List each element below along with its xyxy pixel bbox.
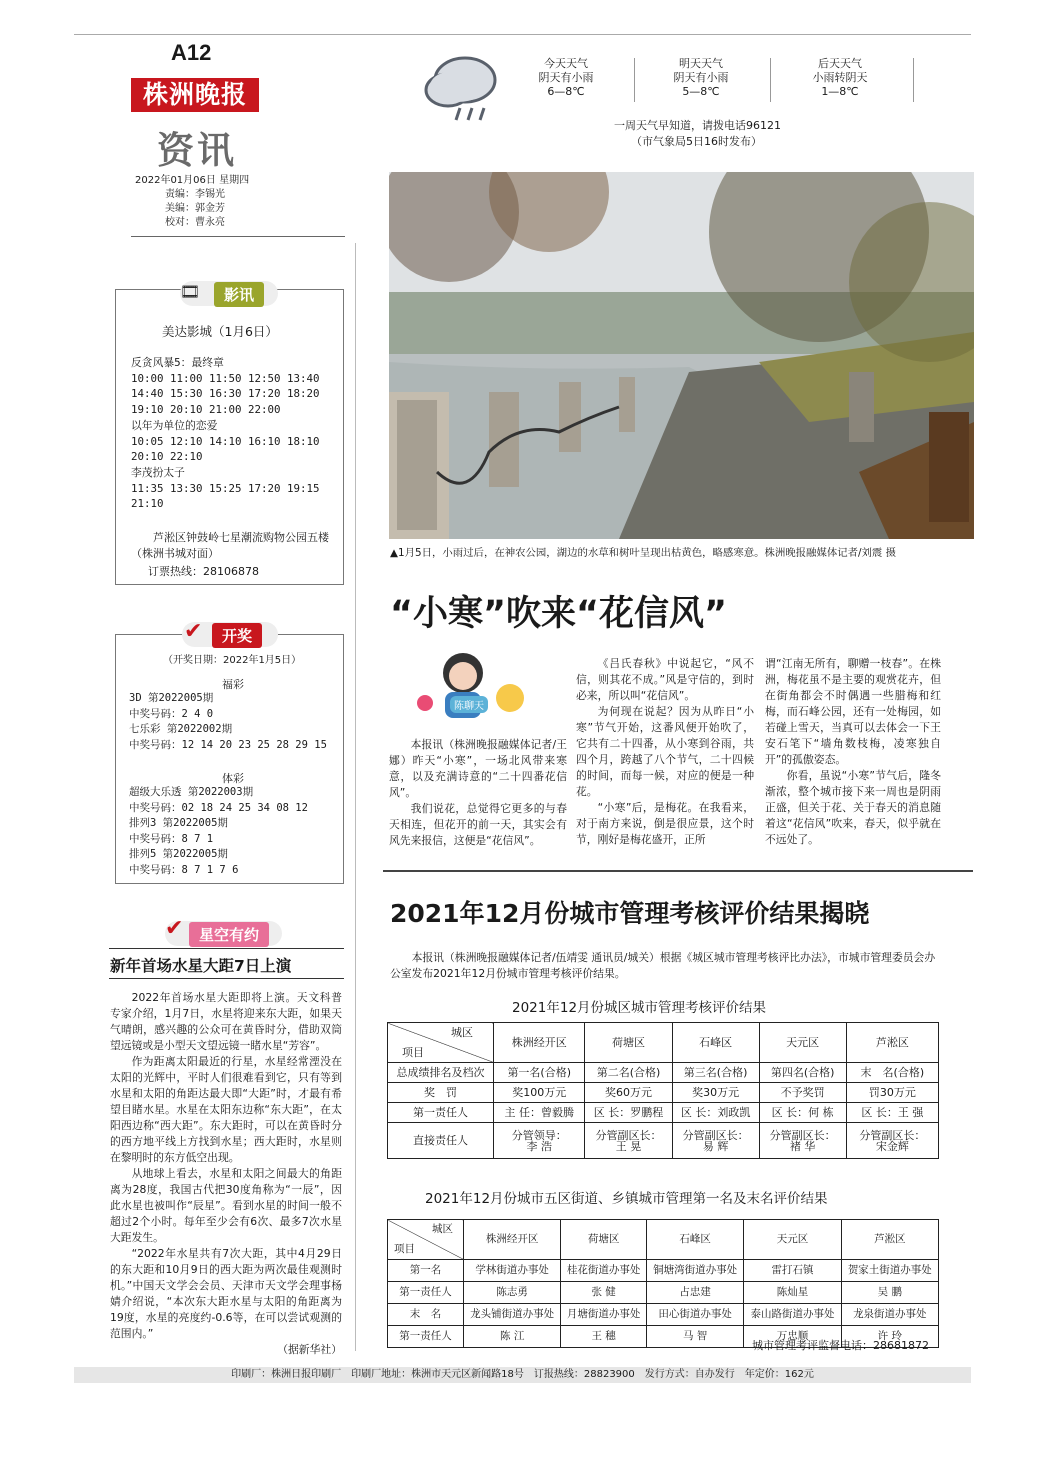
cell: 分管副区长：宋金辉: [846, 1123, 938, 1159]
cell: 主 任：曾毅腾: [494, 1103, 585, 1123]
cell: 分管副区长：王 晃: [585, 1123, 672, 1159]
weather-temp: 1—8℃: [821, 85, 859, 98]
col-header: 石峰区: [672, 1023, 759, 1063]
meta-editor: 责编：李锡光: [165, 189, 225, 200]
cell: 吴 鹏: [841, 1282, 938, 1304]
col-header: 天元区: [759, 1023, 846, 1063]
cinema-name: 美达影城（1月6日）: [162, 324, 278, 339]
photo-caption: ▲1月5日，小雨过后，在神农公园，湖边的水草和树叶呈现出枯黄色，略感寒意。株洲晚报融媒体记者/刘震 摄: [390, 547, 896, 559]
paragraph: 从地球上看去，水星和太阳之间最大的角距离为28度，我国古代把30度角称为“一辰”，因此水星也被叫作“辰星”。看到水星的时间一般不超过2个小时。每年至少会有6次、最多7次水星大距发生。: [110, 1167, 342, 1244]
col-header: 天元区: [744, 1220, 841, 1260]
cell: 分管领导：李 浩: [494, 1123, 585, 1159]
article-col-3: [765, 656, 941, 848]
star-tag: 星空有约: [189, 922, 269, 947]
cell: 田心街道办事处: [646, 1304, 743, 1326]
corner-top: 城区: [432, 1223, 453, 1235]
paragraph: 2022年首场水星大距即将上演。天文科普专家介绍，1月7日，水星将迎来东大距，如果天气晴朗，感兴趣的公众可在黄昏时分，借助双筒望远镜或是小型天文望远镜一睹水星“芳容”。: [110, 991, 342, 1052]
cell: 万忠顺: [744, 1326, 841, 1348]
cell: 雷打石镇: [744, 1260, 841, 1282]
ticai-title: 体彩: [222, 772, 244, 785]
cell: 末 名(合格): [846, 1063, 938, 1083]
city-intro: 本报讯（株洲晚报融媒体记者/伍靖雯 通讯员/城关）根据《城区城市管理考核评比办法》，市城市管理委员会办公室发布2021年12月份城市管理考核评价结果。: [390, 951, 936, 980]
cell: 第一名(合格): [494, 1063, 585, 1083]
cell: 铜塘湾街道办事处: [646, 1260, 743, 1282]
paragraph: 为何现在说起？因为从昨日“小寒”节气开始，这番风便开始吹了，它共有二十四番，从小寒到谷雨，共四个月，跨越了八个节气，二十四候的时间，而每一候，对应的便是一种花。: [576, 705, 754, 798]
movie-tag: 影讯: [214, 282, 264, 307]
table2-title: 2021年12月份城市五区街道、乡镇城市管理第一名及末名评价结果: [425, 1191, 828, 1207]
page-meta: [135, 174, 249, 230]
fucai-title: 福彩: [222, 678, 244, 691]
masthead-logo: 株洲晚报: [131, 78, 259, 112]
city-hotline: 城市管理考评监督电话：28681872: [752, 1339, 929, 1352]
ticai-results: 超级大乐透 第2022003期 中奖号码：02 18 24 25 34 08 12 排列3 第2022005期 中奖号码：8 7 1 排列5 第2022005期 中奖号码：8 7 1 7 6: [129, 786, 308, 876]
weather-label: 今天天气: [544, 57, 588, 70]
cell: 分管副区长：褚 华: [759, 1123, 846, 1159]
corner-top: 城区: [451, 1026, 473, 1039]
meta-proofreader: 校对：曹永亮: [165, 217, 225, 228]
cell: 奖30万元: [672, 1083, 759, 1103]
table-corner: [388, 1220, 464, 1260]
cell: 第三名(合格): [672, 1063, 759, 1083]
table-row: [388, 1260, 939, 1282]
cell: 奖100万元: [494, 1083, 585, 1103]
cell: 马 智: [646, 1326, 743, 1348]
lottery-date: （开奖日期：2022年1月5日）: [163, 655, 302, 666]
cell: 奖60万元: [585, 1083, 672, 1103]
page-number: A12: [171, 40, 212, 65]
cell: 龙泉街道办事处: [841, 1304, 938, 1326]
weather-today: [511, 57, 621, 99]
page-footer: 印刷厂：株洲日报印刷厂 印刷厂地址：株洲市天元区新闻路18号 订报热线：28823900 发行方式：自办发行 年定价：162元: [74, 1367, 971, 1383]
table1-title: 2021年12月份城区城市管理考核评价结果: [512, 1000, 767, 1016]
article-col-2: [576, 656, 754, 848]
row-label: 第一责任人: [388, 1282, 464, 1304]
paragraph: 我们说花，总觉得它更多的与春天相连，但花开的前一天，其实会有风先来报信，这便是“花信风”。: [389, 802, 567, 847]
table-row: [388, 1282, 939, 1304]
col-header: 芦淞区: [846, 1023, 938, 1063]
meta-date: 2022年01月06日 星期四: [135, 175, 250, 186]
cell: 分管副区长：易 辉: [672, 1123, 759, 1159]
cell: 陈灿星: [744, 1282, 841, 1304]
checkmark-icon: ✔: [184, 619, 203, 644]
row-label: 奖 罚: [388, 1083, 494, 1103]
weather-desc: 小雨转阴天: [812, 71, 868, 84]
section-title: 资讯: [157, 128, 237, 172]
col-header: 株洲经开区: [494, 1023, 585, 1063]
cell: 陈志勇: [464, 1282, 561, 1304]
cell: 占忠建: [646, 1282, 743, 1304]
table-row: [388, 1304, 939, 1326]
corner-bottom: 项目: [394, 1243, 415, 1255]
row-label: 直接责任人: [388, 1123, 494, 1159]
cell: 区 长：何 栋: [759, 1103, 846, 1123]
weather-temp: 5—8℃: [682, 85, 720, 98]
paragraph: 本报讯（株洲晚报融媒体记者/王娜）昨天“小寒”，一场北风带来寒意，以及充满诗意的“二十四番花信风”。: [389, 738, 567, 799]
paragraph: 你看，虽说“小寒”节气后，隆冬渐浓，整个城市接下来一周也是阴雨正盛，但关于花、关于春天的消息随着这“花信风”吹来，春天，似乎就在不远处了。: [765, 769, 941, 846]
col-header: 株洲经开区: [464, 1220, 561, 1260]
cell: 罚30万元: [846, 1083, 938, 1103]
weather-label: 明天天气: [679, 57, 723, 70]
cell: 月塘街道办事处: [561, 1304, 647, 1326]
weather-temp: 6—8℃: [547, 85, 585, 98]
paragraph: 谓“江南无所有，聊赠一枝春”。在株洲，梅花虽不是主要的观赏花卉，但在街角都会不时偶遇一些腊梅和红梅，而石峰公园，还有一处梅园，如若碰上雪天，当真可以去体会一下王安石笔下“墙角数枝梅，凌寒独自开”的孤傲姿态。: [765, 657, 941, 766]
cell: 区 长：王 强: [846, 1103, 938, 1123]
weather-desc: 阴天有小雨: [673, 71, 729, 84]
cell: 陈 江: [464, 1326, 561, 1348]
table-street-results: [387, 1219, 939, 1348]
row-label: 第一责任人: [388, 1103, 494, 1123]
row-label: 末 名: [388, 1304, 464, 1326]
table-corner: [388, 1023, 494, 1063]
weather-hotline: 一周天气早知道，请拨电话96121: [614, 119, 781, 132]
cell: 泰山路街道办事处: [744, 1304, 841, 1326]
cell: 区 长：刘政凯: [672, 1103, 759, 1123]
paragraph: “2022年水星共有7次大距，其中4月29日的东大距和10月9日的西大距为两次最佳观测时机。”中国天文学会会员、天津市天文学会理事杨婧介绍说，“本次东大距水星与太阳的角距离为19度，水星的亮度约-0.6等，在可以尝试观测的范围内。”: [110, 1247, 342, 1340]
table-row: [388, 1103, 939, 1123]
ticket-hotline: 订票热线：28106878: [148, 565, 259, 578]
table-row: [388, 1123, 939, 1159]
columnist-badge: 陈聊天: [450, 696, 488, 713]
paragraph: “小寒”后，是梅花。在我看来，对于南方来说，倒是很应景，这个时节，刚好是梅花盛开，正所: [576, 801, 754, 846]
cell: 第四名(合格): [759, 1063, 846, 1083]
cell: 张 健: [561, 1282, 647, 1304]
cell: 贺家土街道办事处: [841, 1260, 938, 1282]
cell: 桂花街道办事处: [561, 1260, 647, 1282]
park-lake-photo: [389, 172, 974, 539]
col-header: 荷塘区: [585, 1023, 672, 1063]
table-row: [388, 1063, 939, 1083]
cloud-rain-icon: [420, 50, 505, 125]
cell: 第二名(合格): [585, 1063, 672, 1083]
col-header: 荷塘区: [561, 1220, 647, 1260]
checkmark-icon: ✔: [165, 916, 184, 941]
meta-designer: 美编：郭金芳: [165, 203, 225, 214]
star-title: 新年首场水星大距7日上演: [110, 957, 292, 975]
weather-label: 后天天气: [818, 57, 862, 70]
table-row: [388, 1083, 939, 1103]
cell: 王 穗: [561, 1326, 647, 1348]
cell: 不予奖罚: [759, 1083, 846, 1103]
cell: 学林街道办事处: [464, 1260, 561, 1282]
article-headline: “小寒”吹来“花信风”: [390, 594, 728, 634]
weather-tomorrow: [646, 57, 756, 99]
row-label: 第一责任人: [388, 1326, 464, 1348]
article-col-1: [389, 737, 567, 849]
col-header: 石峰区: [646, 1220, 743, 1260]
projector-icon: 🎞: [180, 282, 201, 301]
cell: 区 长：罗鹏程: [585, 1103, 672, 1123]
star-body: [110, 990, 342, 1358]
corner-bottom: 项目: [402, 1046, 424, 1059]
paragraph: 作为距离太阳最近的行星，水星经常湮没在太阳的光辉中，平时人们很难看到它，只有等到水星和太阳的角距达最大即“大距”时，才最有希望目睹水星。水星在太阳东边称“东大距”，在太阳西边称“西大距”。东大距时，可以在黄昏时分的西方地平线上方找到水星；西大距时，水星则在黎明时的东方低空出现。: [110, 1055, 342, 1164]
cell: 龙头铺街道办事处: [464, 1304, 561, 1326]
weather-desc: 阴天有小雨: [538, 71, 594, 84]
movie-schedule: 反贪风暴5：最终章 10:00 11:00 11:50 12:50 13:40 14:40 15:30 16:30 17:20 18:20 19:10 20:10 21:00 22:00 以年为单位的恋爱 10:05 12:10 14:10 16:10 18:10 20:10 22:10 李茂扮太子 11:35 13:30 15:25 17:20 19:15 21:10: [131, 356, 320, 511]
fucai-results: 3D 第2022005期 中奖号码：2 4 0 七乐彩 第2022002期 中奖号码：12 14 20 23 25 28 29 15: [129, 692, 327, 751]
col-header: 芦淞区: [841, 1220, 938, 1260]
star-source: （据新华社）: [277, 1343, 342, 1356]
city-headline: 2021年12月份城市管理考核评价结果揭晓: [390, 899, 870, 928]
row-label: 第一名: [388, 1260, 464, 1282]
weather-source: （市气象局5日16时发布）: [631, 135, 762, 148]
lottery-tag: 开奖: [212, 623, 262, 648]
paragraph: 《吕氏春秋》中说起它，“风不信，则其花不成。”风是守信的，到时必来，所以叫“花信风”。: [576, 657, 754, 702]
weather-day-after: [785, 57, 895, 99]
cell: 许 玲: [841, 1326, 938, 1348]
cinema-address: 芦淞区钟鼓岭七星潮流购物公园五楼（株洲书城对面）: [131, 531, 329, 560]
row-label: 总成绩排名及档次: [388, 1063, 494, 1083]
table-district-results: [387, 1022, 939, 1159]
